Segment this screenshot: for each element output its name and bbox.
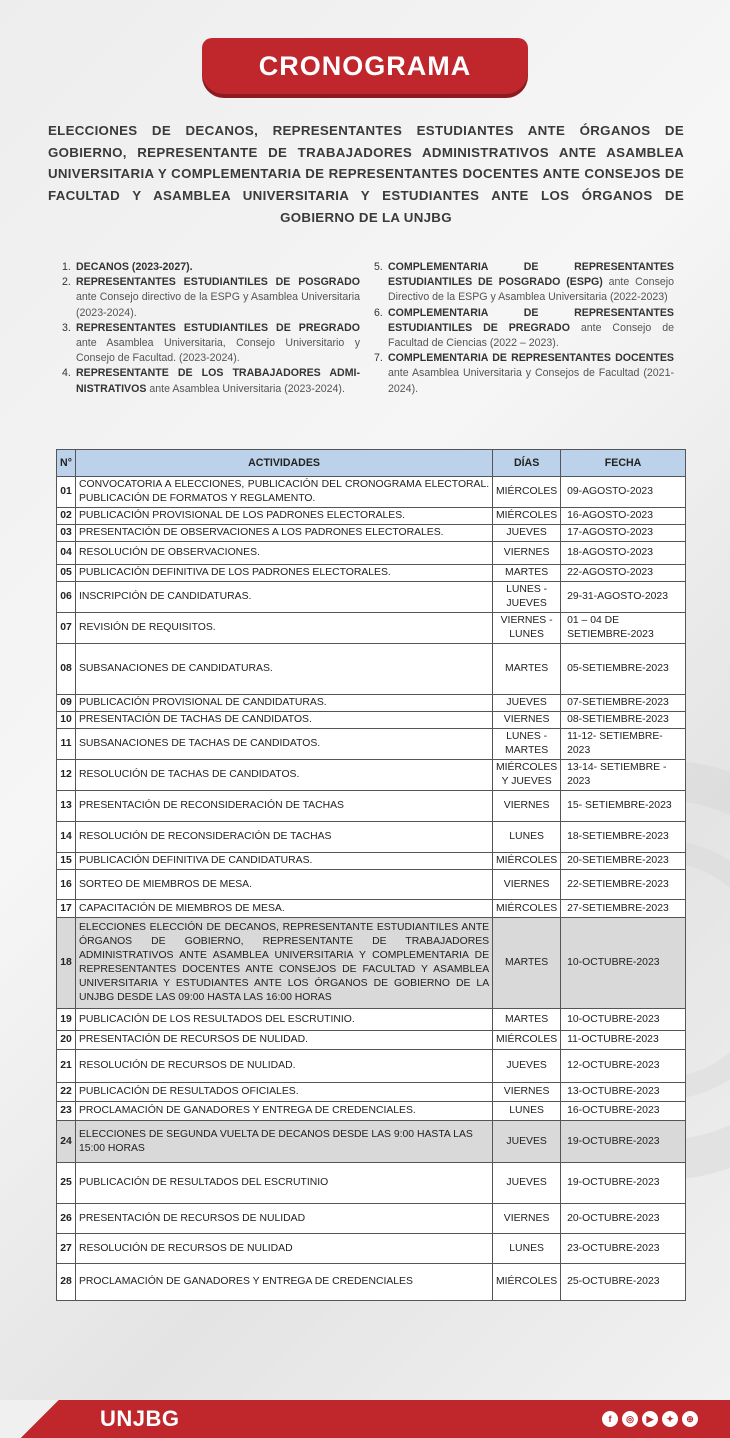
- row-activity: PRESENTACIÓN DE TACHAS DE CANDIDATOS.: [75, 712, 492, 729]
- row-day: VIERNES: [493, 1083, 561, 1102]
- row-activity: INSCRIPCIÓN DE CANDIDATURAS.: [75, 582, 492, 613]
- row-day: MIÉRCOLES Y JUEVES: [493, 760, 561, 791]
- row-number: 16: [57, 870, 76, 900]
- row-activity: ELECCIONES ELECCIÓN DE DECANOS, REPRESENTANTE ESTUDIANTILES ANTE ÓRGANOS DE GOBIERNO, REPRESENTANTE DE TRABAJADORES ADMINISTRATIVOS ANTE ASAMBLEA UNIVERSITARIA Y COMPLEMENTARIA DE REPRESENTANTES DOCENTES ANTE CONSEJOS DE FACULTAD Y ASAMBLEA UNIVERSITARIA Y ESTUDIANTES ANTE LOS ÓRGANOS DE GOBIERNO DE LA UNJBG DESDE LAS 09:00 HASTA LAS 16:00 HORAS: [75, 918, 492, 1009]
- row-activity: PRESENTACIÓN DE RECURSOS DE NULIDAD: [75, 1204, 492, 1234]
- table-row: [57, 1204, 686, 1234]
- row-activity: SUBSANACIONES DE CANDIDATURAS.: [75, 644, 492, 695]
- row-activity: PUBLICACIÓN DEFINITIVA DE LOS PADRONES ELECTORALES.: [75, 565, 492, 582]
- list-item: [62, 321, 360, 367]
- list-item-detail: ante Consejo directivo de la ESPG y Asamblea Universitaria (2023-2024).: [76, 291, 360, 319]
- row-number: 09: [57, 695, 76, 712]
- table-row: [57, 822, 686, 853]
- row-number: 03: [57, 525, 76, 542]
- list-item-text: [76, 366, 360, 396]
- row-number: 10: [57, 712, 76, 729]
- list-item-text: [76, 275, 360, 321]
- footer-bar: [0, 1400, 730, 1438]
- row-number: 02: [57, 508, 76, 525]
- row-number: 06: [57, 582, 76, 613]
- table-row: [57, 1083, 686, 1102]
- row-date: 01 – 04 DE SETIEMBRE-2023: [561, 613, 686, 644]
- row-activity: RESOLUCIÓN DE TACHAS DE CANDIDATOS.: [75, 760, 492, 791]
- header-date: FECHA: [561, 450, 686, 477]
- list-item: [374, 260, 674, 306]
- row-day: MIÉRCOLES: [493, 1264, 561, 1301]
- row-date: 10-OCTUBRE-2023: [561, 918, 686, 1009]
- list-item-title: COMPLEMENTARIA DE REPRESENTANTES ESTUDIANTILES DE POSGRADO (ESPG): [388, 261, 674, 289]
- row-number: 17: [57, 900, 76, 918]
- row-activity: PROCLAMACIÓN DE GANADORES Y ENTREGA DE CREDENCIALES: [75, 1264, 492, 1301]
- row-date: 22-AGOSTO-2023: [561, 565, 686, 582]
- row-activity: PRESENTACIÓN DE RECONSIDERACIÓN DE TACHAS: [75, 791, 492, 822]
- list-item-number: 2.: [62, 276, 71, 289]
- row-activity: PUBLICACIÓN DE LOS RESULTADOS DEL ESCRUTINIO.: [75, 1009, 492, 1031]
- row-day: MIÉRCOLES: [493, 1031, 561, 1050]
- table-row: [57, 1050, 686, 1083]
- list-item-detail: ante Consejo de Facultad de Ciencias (2022 – 2023).: [388, 321, 674, 350]
- row-activity: PRESENTACIÓN DE OBSERVACIONES A LOS PADRONES ELECTORALES.: [75, 525, 492, 542]
- table-row: [57, 695, 686, 712]
- row-number: 01: [57, 477, 76, 508]
- list-item-title: COMPLEMENTARIA DE REPRESENTANTES DOCENTES: [388, 352, 674, 365]
- table-row: [57, 508, 686, 525]
- row-day: VIERNES: [493, 1204, 561, 1234]
- list-item-title: DECANOS (2023-2027).: [76, 261, 193, 273]
- row-day: LUNES - MARTES: [493, 729, 561, 760]
- row-activity: PUBLICACIÓN DEFINITIVA DE CANDIDATURAS.: [75, 853, 492, 870]
- row-date: 20-OCTUBRE-2023: [561, 1204, 686, 1234]
- table-row: [57, 1009, 686, 1031]
- table-row: [57, 900, 686, 918]
- row-day: MIÉRCOLES: [493, 900, 561, 918]
- row-activity: SUBSANACIONES DE TACHAS DE CANDIDATOS.: [75, 729, 492, 760]
- table-row: [57, 1031, 686, 1050]
- table-row: [57, 1102, 686, 1121]
- row-activity: SORTEO DE MIEMBROS DE MESA.: [75, 870, 492, 900]
- list-item: [62, 366, 360, 396]
- row-number: 19: [57, 1009, 76, 1031]
- row-date: 12-OCTUBRE-2023: [561, 1050, 686, 1083]
- row-date: 16-AGOSTO-2023: [561, 508, 686, 525]
- table-row: [57, 477, 686, 508]
- table-row: [57, 525, 686, 542]
- row-date: 19-OCTUBRE-2023: [561, 1121, 686, 1163]
- row-date: 16-OCTUBRE-2023: [561, 1102, 686, 1121]
- table-row: [57, 1163, 686, 1204]
- list-item-number: 1.: [62, 261, 71, 273]
- row-day: VIERNES: [493, 870, 561, 900]
- row-day: JUEVES: [493, 1121, 561, 1163]
- row-date: 17-AGOSTO-2023: [561, 525, 686, 542]
- row-date: 11-12- SETIEMBRE-2023: [561, 729, 686, 760]
- row-day: JUEVES: [493, 525, 561, 542]
- row-number: 08: [57, 644, 76, 695]
- list-item-title: REPRESENTANTES ESTUDIANTILES DE POSGRADO: [76, 276, 360, 289]
- list-item-number: 6.: [374, 306, 383, 319]
- header-num: N°: [57, 450, 76, 477]
- row-activity: RESOLUCIÓN DE OBSERVACIONES.: [75, 542, 492, 565]
- row-day: MARTES: [493, 644, 561, 695]
- table-row: [57, 565, 686, 582]
- list-item-title: REPRESENTANTES ESTUDIANTILES DE PREGRADO: [76, 321, 360, 334]
- row-number: 14: [57, 822, 76, 853]
- row-day: JUEVES: [493, 695, 561, 712]
- social-icons: [602, 1411, 698, 1427]
- table-row: [57, 1234, 686, 1264]
- row-number: 11: [57, 729, 76, 760]
- row-date: 13-OCTUBRE-2023: [561, 1083, 686, 1102]
- title-banner: [202, 38, 528, 94]
- table-row: [57, 644, 686, 695]
- list-item-title: REPRESENTANTE DE LOS TRABAJADORES ADMI-NISTRATIVOS: [76, 367, 360, 395]
- row-day: VIERNES: [493, 791, 561, 822]
- list-item-title: COMPLEMENTARIA DE REPRESENTANTES ESTUDIANTILES DE PREGRADO: [388, 306, 674, 334]
- twitter-icon[interactable]: ✦: [662, 1411, 678, 1427]
- row-day: MARTES: [493, 565, 561, 582]
- row-number: 15: [57, 853, 76, 870]
- table-row: [57, 729, 686, 760]
- row-number: 21: [57, 1050, 76, 1083]
- row-date: 11-OCTUBRE-2023: [561, 1031, 686, 1050]
- row-date: 20-SETIEMBRE-2023: [561, 853, 686, 870]
- table-row: [57, 613, 686, 644]
- row-number: 26: [57, 1204, 76, 1234]
- header-activities: ACTIVIDADES: [75, 450, 492, 477]
- table-row: [57, 1264, 686, 1301]
- row-day: LUNES: [493, 1234, 561, 1264]
- table-row: [57, 870, 686, 900]
- row-activity: PUBLICACIÓN PROVISIONAL DE LOS PADRONES ELECTORALES.: [75, 508, 492, 525]
- table-row: [57, 760, 686, 791]
- row-date: 05-SETIEMBRE-2023: [561, 644, 686, 695]
- row-day: MARTES: [493, 918, 561, 1009]
- row-date: 13-14- SETIEMBRE - 2023: [561, 760, 686, 791]
- table-row: [57, 791, 686, 822]
- row-day: JUEVES: [493, 1050, 561, 1083]
- table-row: [57, 542, 686, 565]
- list-item-detail: ante Asamblea Universitaria (2023-2024).: [146, 382, 345, 395]
- row-day: MIÉRCOLES: [493, 477, 561, 508]
- row-date: 25-OCTUBRE-2023: [561, 1264, 686, 1301]
- list-item-text: [76, 321, 360, 367]
- positions-list-left: [62, 260, 360, 397]
- row-activity: PUBLICACIÓN DE RESULTADOS OFICIALES.: [75, 1083, 492, 1102]
- row-number: 24: [57, 1121, 76, 1163]
- table-row: [57, 853, 686, 870]
- instagram-icon[interactable]: ◎: [622, 1411, 638, 1427]
- row-date: 07-SETIEMBRE-2023: [561, 695, 686, 712]
- list-item-detail: ante Asamblea Universitaria y Consejos de Facultad (2021-2024).: [388, 367, 674, 395]
- list-item: [374, 351, 674, 397]
- list-item-text: [76, 260, 360, 275]
- row-day: VIERNES: [493, 542, 561, 565]
- row-activity: REVISIÓN DE REQUISITOS.: [75, 613, 492, 644]
- row-activity: PUBLICACIÓN PROVISIONAL DE CANDIDATURAS.: [75, 695, 492, 712]
- row-date: 23-OCTUBRE-2023: [561, 1234, 686, 1264]
- row-number: 23: [57, 1102, 76, 1121]
- row-number: 28: [57, 1264, 76, 1301]
- list-item-detail: ante Consejo Directivo de la ESPG y Asamblea Universitaria (2022-2023): [388, 276, 674, 304]
- row-number: 27: [57, 1234, 76, 1264]
- page-title: CRONOGRAMA: [258, 50, 472, 81]
- row-activity: RESOLUCIÓN DE RECONSIDERACIÓN DE TACHAS: [75, 822, 492, 853]
- list-item-number: 7.: [374, 352, 383, 365]
- row-number: 12: [57, 760, 76, 791]
- list-item-number: 3.: [62, 321, 71, 334]
- row-activity: PROCLAMACIÓN DE GANADORES Y ENTREGA DE CREDENCIALES.: [75, 1102, 492, 1121]
- list-item: [62, 275, 360, 321]
- row-date: 29-31-AGOSTO-2023: [561, 582, 686, 613]
- row-number: 22: [57, 1083, 76, 1102]
- row-day: LUNES - JUEVES: [493, 582, 561, 613]
- row-day: JUEVES: [493, 1163, 561, 1204]
- row-activity: PUBLICACIÓN DE RESULTADOS DEL ESCRUTINIO: [75, 1163, 492, 1204]
- row-activity: CAPACITACIÓN DE MIEMBROS DE MESA.: [75, 900, 492, 918]
- subtitle: ELECCIONES DE DECANOS, REPRESENTANTES ESTUDIANTES ANTE ÓRGANOS DE GOBIERNO, REPRESENTANTE DE TRABAJADORES ADMINISTRATIVOS ANTE ASAMBLEA UNIVERSITARIA Y COMPLEMENTARIA DE REPRESENTANTES DOCENTES ANTE CONSEJOS DE FACULTAD Y ASAMBLEA UNIVERSITARIA Y ESTUDIANTES ANTE LOS ÓRGANOS DE GOBIERNO DE LA UNJBG: [48, 123, 684, 225]
- row-date: 19-OCTUBRE-2023: [561, 1163, 686, 1204]
- row-date: 08-SETIEMBRE-2023: [561, 712, 686, 729]
- table-header-row: [57, 450, 686, 477]
- list-item-text: [388, 351, 674, 397]
- row-date: 10-OCTUBRE-2023: [561, 1009, 686, 1031]
- list-item-text: [388, 306, 674, 352]
- table-row: [57, 918, 686, 1009]
- youtube-icon[interactable]: ▶: [642, 1411, 658, 1427]
- row-number: 13: [57, 791, 76, 822]
- row-day: VIERNES: [493, 712, 561, 729]
- row-date: 18-AGOSTO-2023: [561, 542, 686, 565]
- header-days: DÍAS: [493, 450, 561, 477]
- web-icon[interactable]: ⊕: [682, 1411, 698, 1427]
- row-day: LUNES: [493, 1102, 561, 1121]
- unjbg-logo: UNJBG: [100, 1406, 180, 1431]
- row-number: 20: [57, 1031, 76, 1050]
- list-item-number: 5.: [374, 261, 383, 273]
- table-row: [57, 712, 686, 729]
- row-number: 25: [57, 1163, 76, 1204]
- row-day: LUNES: [493, 822, 561, 853]
- row-date: 15- SETIEMBRE-2023: [561, 791, 686, 822]
- row-day: MIÉRCOLES: [493, 853, 561, 870]
- row-date: 22-SETIEMBRE-2023: [561, 870, 686, 900]
- row-number: 07: [57, 613, 76, 644]
- row-number: 04: [57, 542, 76, 565]
- list-item-text: [388, 260, 674, 306]
- row-day: MIÉRCOLES: [493, 508, 561, 525]
- list-item: [374, 306, 674, 352]
- list-item: [62, 260, 360, 275]
- row-activity: CONVOCATORIA A ELECCIONES, PUBLICACIÓN DEL CRONOGRAMA ELECTORAL. PUBLICACIÓN DE FORMATOS Y REGLAMENTO.: [75, 477, 492, 508]
- footer-corner: [0, 1400, 80, 1438]
- row-day: VIERNES - LUNES: [493, 613, 561, 644]
- row-number: 18: [57, 918, 76, 1009]
- row-activity: PRESENTACIÓN DE RECURSOS DE NULIDAD.: [75, 1031, 492, 1050]
- row-activity: RESOLUCIÓN DE RECURSOS DE NULIDAD: [75, 1234, 492, 1264]
- table-row: [57, 582, 686, 613]
- row-date: 09-AGOSTO-2023: [561, 477, 686, 508]
- row-number: 05: [57, 565, 76, 582]
- list-item-number: 4.: [62, 367, 71, 380]
- row-date: 18-SETIEMBRE-2023: [561, 822, 686, 853]
- positions-list-right: [374, 260, 674, 397]
- list-item-detail: ante Asamblea Universitaria, Consejo Universitario y Consejo de Facultad. (2023-2024).: [76, 337, 360, 365]
- facebook-icon[interactable]: f: [602, 1411, 618, 1427]
- table-row: [57, 1121, 686, 1163]
- row-activity: RESOLUCIÓN DE RECURSOS DE NULIDAD.: [75, 1050, 492, 1083]
- row-date: 27-SETIEMBRE-2023: [561, 900, 686, 918]
- row-day: MARTES: [493, 1009, 561, 1031]
- row-activity: ELECCIONES DE SEGUNDA VUELTA DE DECANOS DESDE LAS 9:00 HASTA LAS 15:00 HORAS: [75, 1121, 492, 1163]
- schedule-table: [56, 449, 686, 1301]
